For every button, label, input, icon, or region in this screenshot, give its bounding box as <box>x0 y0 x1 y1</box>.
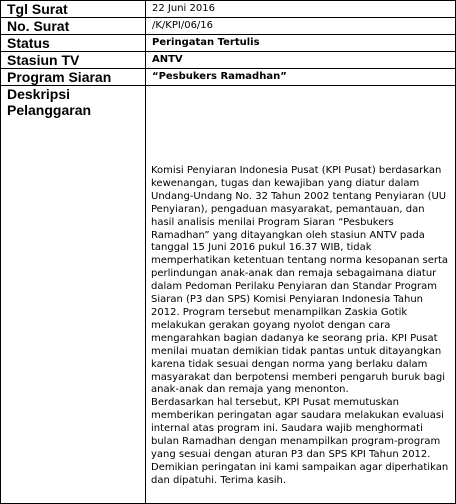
no-surat-label: No. Surat <box>1 18 146 35</box>
deskripsi-paragraph-1: Komisi Penyiaran Indonesia Pusat (KPI Pusat) berdasarkan kewenangan, tugas dan kewajiban yang diatur dalam Undang-Undang No. 32 Tahun 2002 tentang Penyiaran (UU Penyiaran), pengaduan masyarakat, pemantauan, dan hasil analisis menilai Program Siaran “Pesbukers Ramadhan” yang ditayangkan oleh stasiun ANTV pada tanggal 15 Juni 2016 pukul 16.37 WIB, tidak memperhatikan ketentuan tentang norma kesopanan serta perlindungan anak-anak dan remaja sebagaimana diatur dalam Pedoman Perilaku Penyiaran dan Standar Program Siaran (P3 dan SPS) Komisi Penyiaran Indonesia Tahun 2012. Program tersebut menampilkan Zaskia Gotik melakukan gerakan goyang nyolot dengan cara mengarahkan bagian dadanya ke seorang pria. KPI Pusat menilai muatan demikian tidak pantas untuk ditayangkan karena tidak sesuai dengan norma yang berlaku dalam masyarakat dan berpotensi memberi pengaruh buruk bagi anak-anak dan remaja yang menonton. <box>151 165 449 396</box>
stasiun-tv-label: Stasiun TV <box>1 52 146 69</box>
row-no-surat <box>1 18 456 35</box>
row-stasiun-tv <box>1 52 456 69</box>
tgl-surat-label: Tgl Surat <box>1 1 146 18</box>
stasiun-tv-value: ANTV <box>146 52 456 69</box>
deskripsi-paragraph-2: Berdasarkan hal tersebut, KPI Pusat memutuskan memberikan peringatan agar saudara melakukan evaluasi internal atas program ini. Saudara wajib menghormati bulan Ramadhan dengan menampilkan program-program yang sesuai dengan aturan P3 dan SPS KPI Tahun 2012. Demikian peringatan ini kami sampaikan agar diperhatikan dan dipatuhi. Terima kasih. <box>151 397 449 486</box>
status-value: Peringatan Tertulis <box>146 35 456 52</box>
row-program-siaran <box>1 69 456 86</box>
deskripsi-text <box>151 86 449 488</box>
row-status <box>1 35 456 52</box>
status-label: Status <box>1 35 146 52</box>
program-siaran-value: “Pesbukers Ramadhan” <box>146 69 456 86</box>
row-deskripsi <box>1 86 456 504</box>
program-siaran-label: Program Siaran <box>1 69 146 86</box>
deskripsi-value <box>146 86 456 504</box>
no-surat-value: /K/KPI/06/16 <box>146 18 456 35</box>
deskripsi-label: Deskripsi Pelanggaran <box>1 86 146 504</box>
tgl-surat-value: 22 Juni 2016 <box>146 1 456 18</box>
row-tgl-surat <box>1 1 456 18</box>
